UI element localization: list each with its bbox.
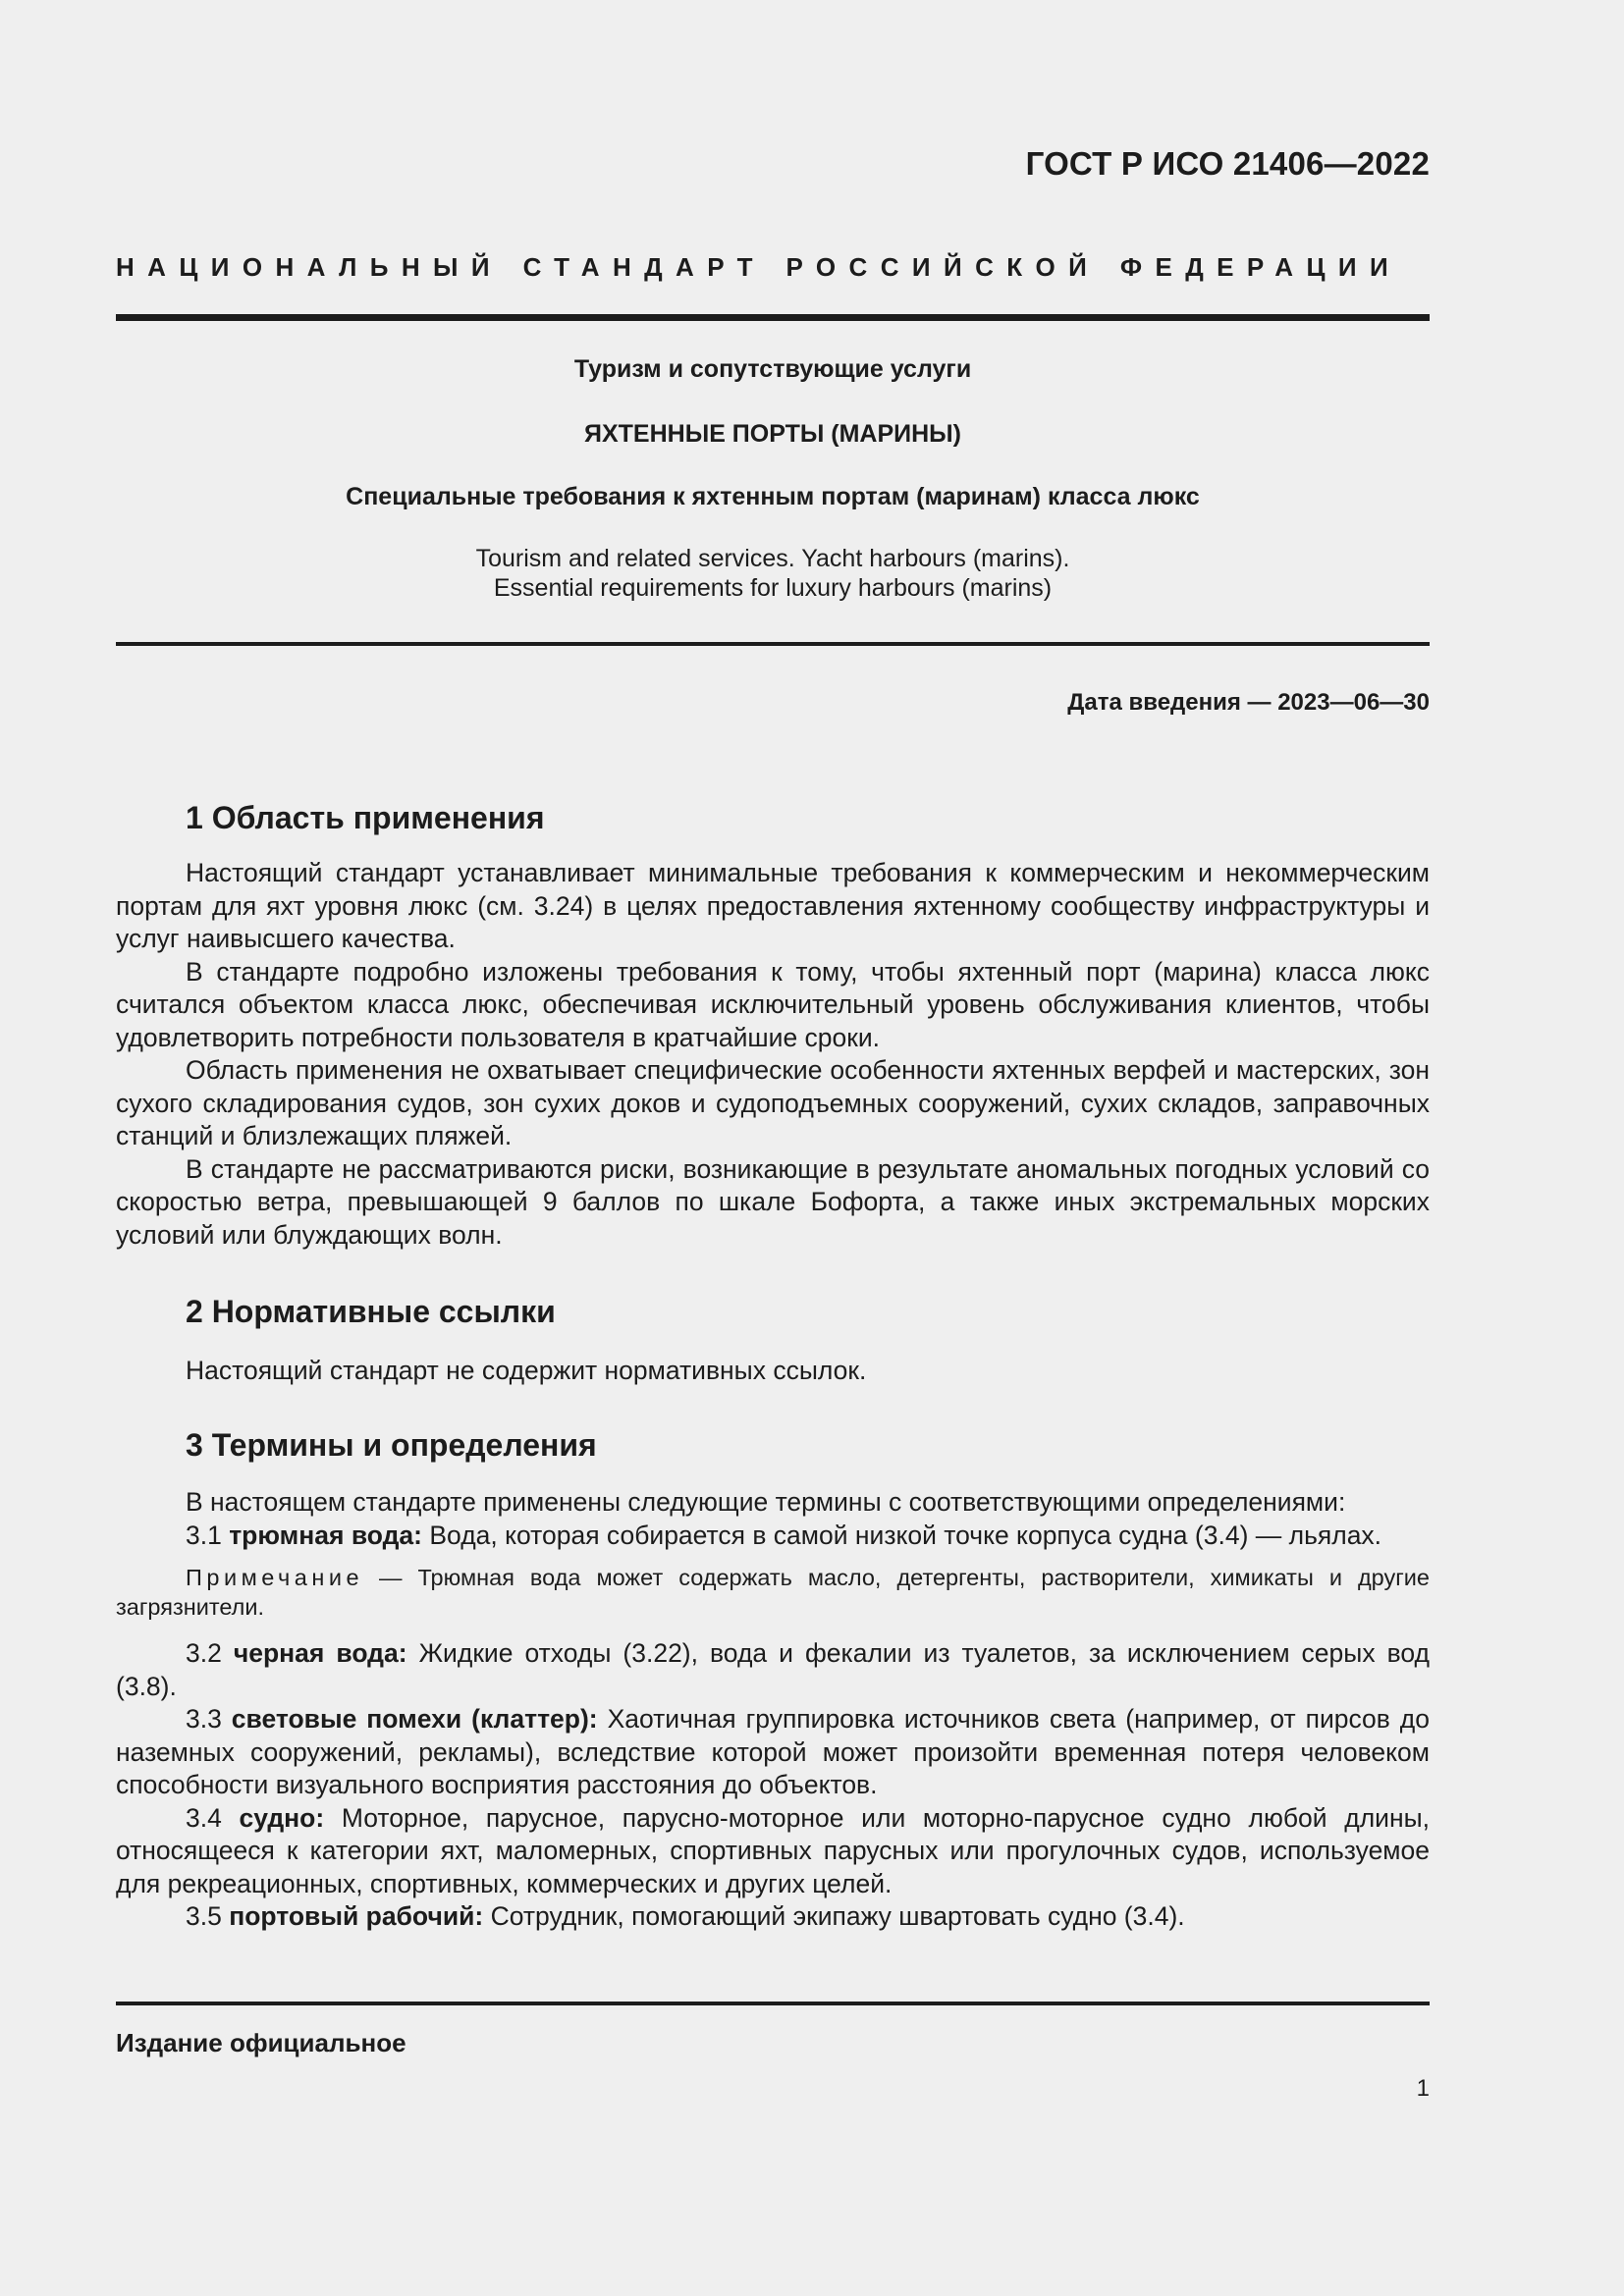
term-note (116, 1563, 1430, 1622)
term-name: черная вода: (233, 1638, 407, 1668)
scope-paragraph-3: Область применения не охватывает специфические особенности яхтенных верфей и мастерских, зон сухого складирования судов, зон сухих доков и судоподъемных сооружений, сухих складов, заправочных станций и близлежащих пляжей. (116, 1055, 1430, 1150)
section-terms (116, 1425, 1430, 1934)
title-line-2: ЯХТЕННЫЕ ПОРТЫ (МАРИНЫ) (584, 420, 961, 448)
term-entry: 3.2 черная вода: Жидкие отходы (3.22), вода и фекалии из туалетов, за исключением серых вод (3.8). (116, 1638, 1430, 1701)
english-title-line-2: Essential requirements for luxury harbours (marins) (493, 574, 1053, 602)
term-name: трюмная вода: (229, 1520, 422, 1550)
section-scope (116, 798, 1430, 1252)
references-paragraph: Настоящий стандарт не содержит нормативных ссылок. (186, 1356, 867, 1385)
official-edition-label: Издание официальное (116, 2028, 406, 2057)
term-definition: Сотрудник, помогающий экипажу швартовать судно (3.4). (483, 1901, 1185, 1931)
english-title-line-1: Tourism and related services. Yacht harbours (marins). (475, 545, 1070, 572)
scope-paragraph-4: В стандарте не рассматриваются риски, возникающие в результате аномальных погодных условий со скоростью ветра, превышающей 9 баллов по шкале Бофорта, а также иных экстремальных морских условий или блуждающих волн. (116, 1153, 1430, 1250)
introduction-date: Дата введения — 2023—06—30 (1067, 689, 1430, 716)
term-definition: Моторное, парусное, парусно-моторное или моторно-парусное судно любой длины, относящееся к категории яхт, маломерных, спортивных парусных или прогулочных судов, используемое для рекреационных, спортивных, коммерческих и других целей. (116, 1802, 1431, 1898)
section-3-heading: 3 Термины и определения (186, 1427, 597, 1463)
top-rule (116, 314, 1430, 321)
page-number: 1 (1416, 2075, 1430, 2102)
note-label: Примечание (186, 1565, 364, 1590)
term-entry: 3.1 трюмная вода: Вода, которая собирается в самой низкой точке корпуса судна (3.4) — льялах. (186, 1520, 1382, 1550)
term-entry: 3.4 судно: Моторное, парусное, парусно-моторное или моторно-парусное судно любой длины, относящееся к категории яхт, маломерных, спортивных парусных или прогулочных судов, используемое для рекреационных, спортивных, коммерческих и других целей. (116, 1802, 1431, 1898)
document-page (116, 0, 1430, 2296)
national-standard-banner: НАЦИОНАЛЬНЫЙ СТАНДАРТ РОССИЙСКОЙ ФЕДЕРАЦИИ (116, 252, 1402, 282)
section-normative-references (116, 1292, 1430, 1388)
term-name: судно: (239, 1802, 325, 1833)
title-bottom-rule (116, 642, 1430, 646)
scope-paragraph-1: Настоящий стандарт устанавливает минимальные требования к коммерческим и некоммерческим портам для яхт уровня люкс (см. 3.24) в целях предоставления яхтенному сообществу инфраструктуры и услуг наивысшего качества. (116, 858, 1430, 953)
term-definition: Хаотичная группировка источников света (например, от пирсов до наземных сооружений, рекламы), вследствие которой может произойти временная потеря человеком способности визуального восприятия расстояния до объектов. (116, 1704, 1431, 1799)
term-entry: 3.5 портовый рабочий: Сотрудник, помогающий экипажу швартовать судно (3.4). (186, 1901, 1185, 1931)
terms-intro: В настоящем стандарте применены следующие термины с соответствующими определениями: (186, 1487, 1346, 1517)
title-line-3: Специальные требования к яхтенным портам (маринам) класса люкс (346, 483, 1200, 510)
section-2-heading: 2 Нормативные ссылки (186, 1294, 556, 1329)
term-definition: Вода, которая собирается в самой низкой точке корпуса судна (3.4) — льялах. (422, 1520, 1382, 1550)
section-1-heading: 1 Область применения (186, 800, 545, 835)
term-name: портовый рабочий: (229, 1901, 484, 1931)
term-entry: 3.3 световые помехи (клаттер): Хаотичная группировка источников света (например, от пирсов до наземных сооружений, рекламы), вследствие которой может произойти временная потеря человеком способности визуального восприятия расстояния до объектов. (116, 1704, 1431, 1799)
document-code: ГОСТ Р ИСО 21406—2022 (1025, 145, 1430, 182)
term-definition: Жидкие отходы (3.22), вода и фекалии из туалетов, за исключением серых вод (3.8). (116, 1638, 1430, 1701)
scope-paragraph-2: В стандарте подробно изложены требования к тому, чтобы яхтенный порт (марина) класса люкс считался объектом класса люкс, обеспечивая исключительный уровень обслуживания клиентов, чтобы удовлетворить потребности пользователя в кратчайшие сроки. (116, 956, 1430, 1052)
footer-rule (116, 2002, 1430, 2005)
title-line-1: Туризм и сопутствующие услуги (573, 355, 972, 383)
note-text: — Трюмная вода может содержать масло, детергенты, растворители, химикаты и другие загрязнители. (116, 1565, 1430, 1620)
term-name: световые помехи (клаттер): (231, 1704, 598, 1734)
